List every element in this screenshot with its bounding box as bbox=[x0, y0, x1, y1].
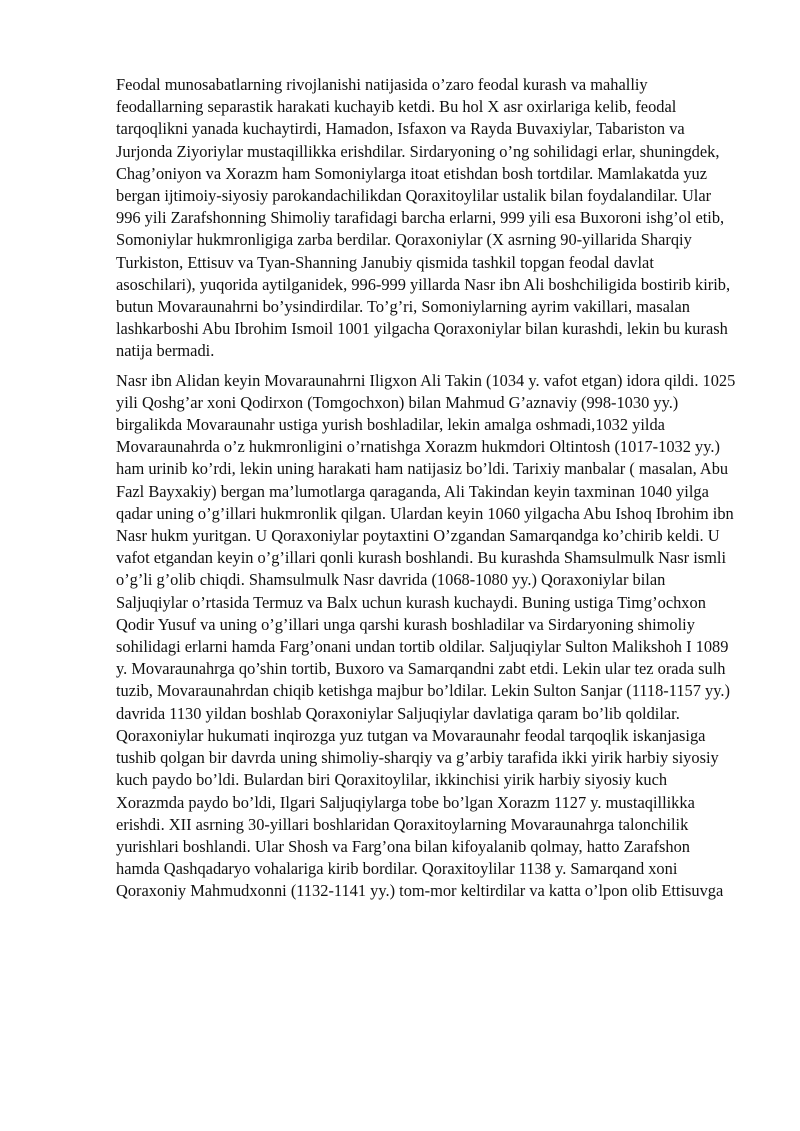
paragraph-1: Feodal munosabatlarning rivojlanishi natijasida o’zaro feodal kurash va mahalliy feodallarning separastik harakati kuchayib ketdi. Bu hol X asr oxirlariga kelib, feodal tarqoqlikni yanada kuchaytirdi, Hamadon, Isfaxon va Rayda Buvaxiylar, Tabariston va Jurjonda Ziyoriylar mustaqillikka erishdilar. Sirdaryoning o’ng sohilidagi erlar, shuningdek, Chag’oniyon va Xorazm ham Somoniylarga itoat etishdan bosh tortdilar. Mamlakatda yuz bergan ijtimoiy-siyosiy parokandachilikdan Qoraxitoylilar ustalik bilan foydalandilar. Ular 996 yili Zarafshonning Shimoliy tarafidagi barcha erlarni, 999 yili esa Buxoroni ishg’ol etib, Somoniylar hukmronligiga zarba berdilar. Qoraxoniylar (X asrning 90-yillarida Sharqiy Turkiston, Ettisuv va Tyan-Shanning Janubiy qismida tashkil topgan feodal davlat asoschilari), yuqorida aytilganidek, 996-999 yillarda Nasr ibn Ali boshchiligida bostirib kirib, butun Movaraunahrni bo’ysindirdilar. To’g’ri, Somoniylarning ayrim vakillari, masalan lashkarboshi Abu Ibrohim Ismoil 1001 yilgacha Qoraxoniylar bilan kurashdi, lekin bu kurash natija bermadi. bbox=[116, 75, 731, 361]
paragraph-2: Nasr ibn Alidan keyin Movaraunahrni Iligxon Ali Takin (1034 y. vafot etgan) idora qildi. 1025 yili Qoshg’ar xoni Qodirxon (Tomgochxon) bilan Mahmud G’aznaviy (998-1030 yy.) birgalikda Movaraunahr ustiga yurish boshladilar, lekin amalga oshmadi,1032 yilda Movaraunahrda o’z hukmronligini o’rnatishga Xorazm hukmdori Oltintosh (1017-1032 yy.) ham urinib ko’rdi, lekin uning harakati ham natijasiz bo’ldi. Tarixiy manbalar ( masalan, Abu Fazl Bayxakiy) bergan ma’lumotlarga qaraganda, Ali Takindan keyin taxminan 1040 yilga qadar uning o’g’illari hukmronlik qilgan. Ulardan keyin 1060 yilgacha Abu Ishoq Ibrohim ibn Nasr hukm yuritgan. U Qoraxoniylar poytaxtini O’zgandan Samarqandga ko’chirib keldi. U vafot etgandan keyin o’g’illari qonli kurash boshlandi. Bu kurashda Shamsulmulk Nasr ismli o’g’li g’olib chiqdi. Shamsulmulk Nasr davrida (1068-1080 yy.) Qoraxoniylar bilan Saljuqiylar o’rtasida Termuz va Balx uchun kurash kuchaydi. Buning ustiga Timg’ochxon Qodir Yusuf va uning o’g’illari unga qarshi kurash boshladilar va Sirdaryoning shimoliy sohilidagi erlarni hamda Farg’onani undan tortib oldilar. Saljuqiylar Sulton Malikshoh I 1089 y. Movaraunahrga qo’shin tortib, Buxoro va Samarqandni zabt etdi. Lekin ular tez orada sulh tuzib, Movaraunahrdan chiqib ketishga majbur bo’ldilar. Lekin Sulton Sanjar (1118-1157 yy.) davrida 1130 yildan boshlab Qoraxoniylar Saljuqiylar davlatiga qaram bo’lib qoldilar. Qoraxoniylar hukumati inqirozga yuz tutgan va Movaraunahr feodal tarqoqlik iskanjasiga tushib qolgan bir davrda uning shimoliy-sharqiy va g’arbiy tarafida ikki yirik harbiy siyosiy kuch paydo bo’ldi. Bulardan biri Qoraxitoylilar, ikkinchisi yirik harbiy siyosiy kuch Xorazmda paydo bo’ldi, Ilgari Saljuqiylarga tobe bo’lgan Xorazm 1127 y. mustaqillikka erishdi. XII asrning 30-yillari boshlaridan Qoraxitoylarning Movaraunahrga talonchilik yurishlari boshlandi. Ular Shosh va Farg’ona bilan kifoyalanib qolmay, hatto Zarafshon hamda Qashqadaryo vohalariga kirib bordilar. Qoraxitoylilar 1138 y. Samarqand xoni Qoraxoniy Mahmudxonni (1132-1141 yy.) tom-mor keltirdilar va katta o’lpon olib Ettisuvga bbox=[116, 370, 736, 901]
document-page bbox=[116, 74, 736, 910]
